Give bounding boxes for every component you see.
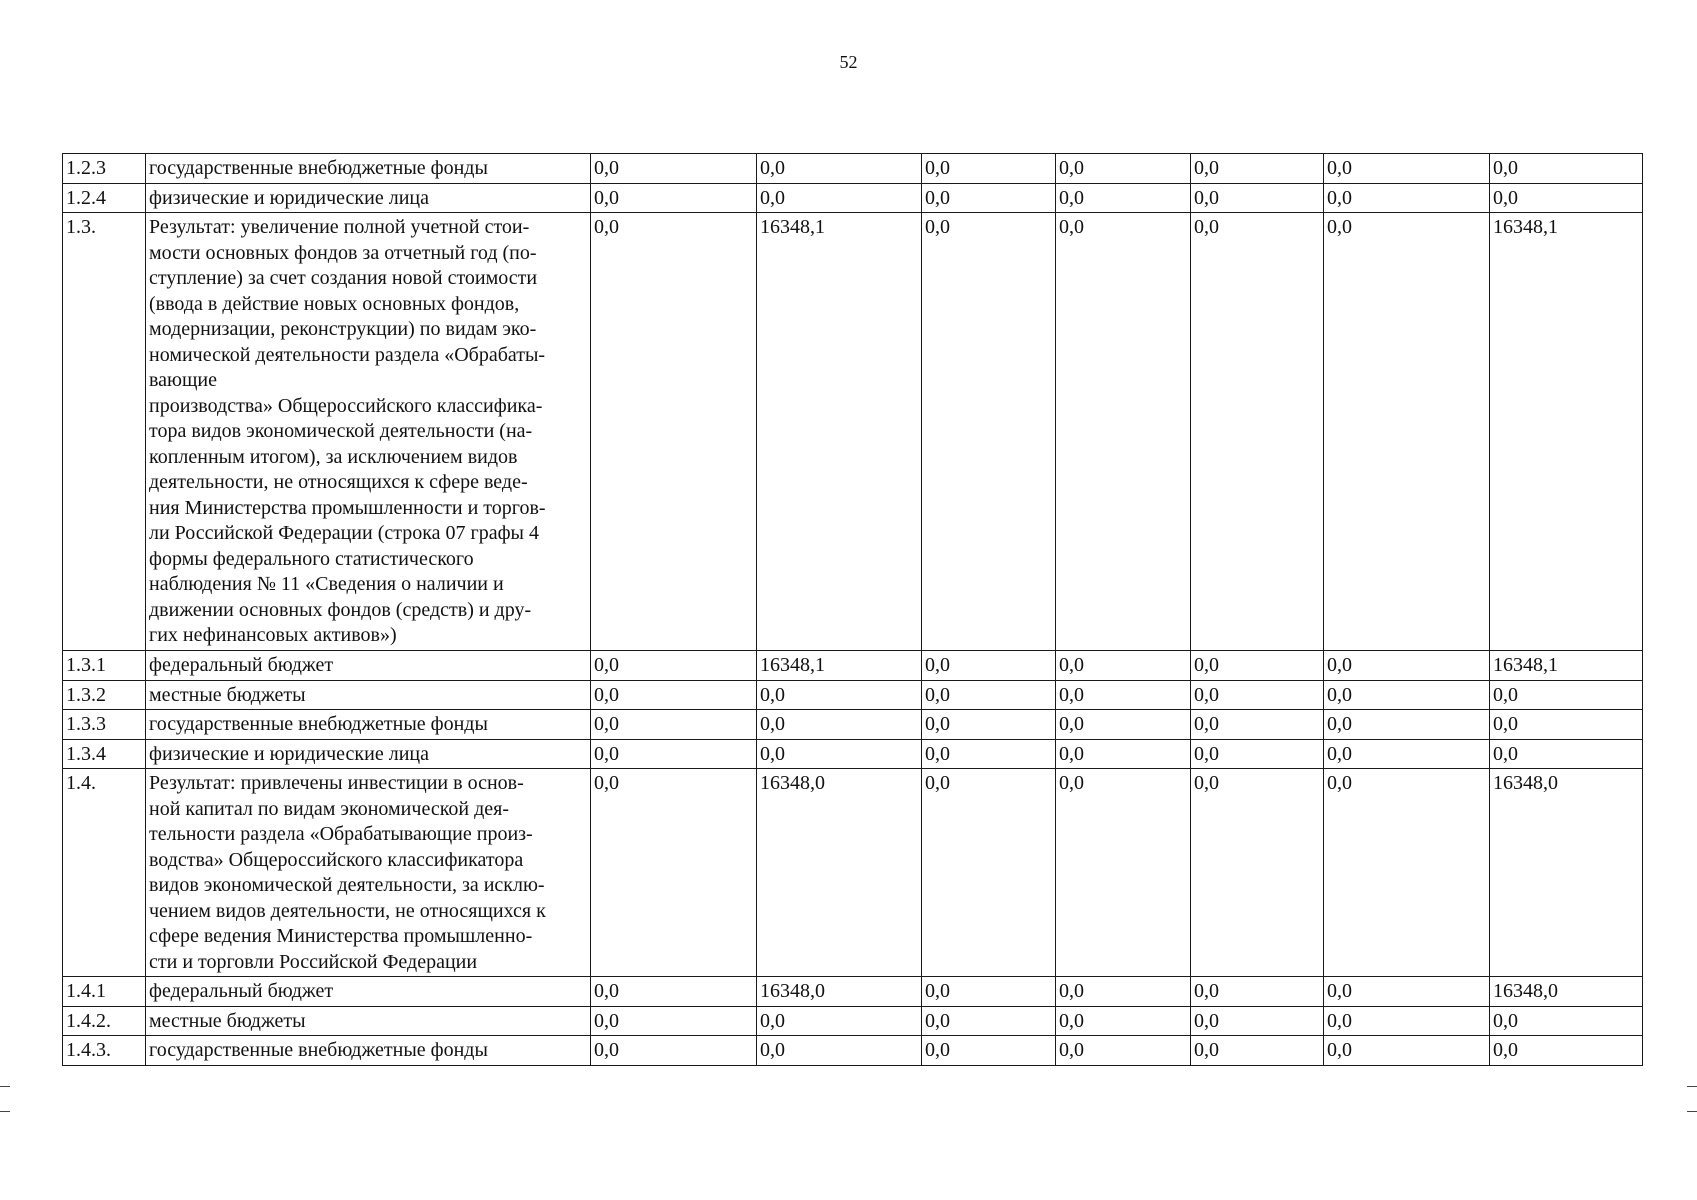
- value-cell: 16348,1: [757, 213, 922, 651]
- value-cell: 0,0: [757, 739, 922, 769]
- description-line: ния Министерства промышленности и торгов-: [149, 496, 546, 519]
- value-cell: 0,0: [922, 1006, 1056, 1036]
- value-cell: 0,0: [1191, 183, 1324, 213]
- value-cell: 0,0: [1324, 1036, 1490, 1066]
- value-cell: 16348,0: [1490, 977, 1643, 1007]
- value-cell: 0,0: [1324, 1006, 1490, 1036]
- value-cell: 0,0: [922, 977, 1056, 1007]
- description-line: Результат: увеличение полной учетной стои-: [149, 216, 530, 238]
- description-line: наблюдения № 11 «Сведения о наличии и: [149, 573, 504, 595]
- value-cell: 0,0: [591, 739, 757, 769]
- table-row: [63, 977, 1643, 1007]
- value-cell: 0,0: [1324, 183, 1490, 213]
- description-line: номической деятельности раздела «Обрабаты-: [149, 343, 546, 366]
- value-cell: 0,0: [922, 154, 1056, 184]
- description-line: ной капитал по видам экономической дея-: [149, 797, 510, 820]
- description-line: ли Российской Федерации (строка 07 графы 4: [149, 522, 539, 544]
- value-cell: 16348,0: [757, 769, 922, 977]
- value-cell: 0,0: [1490, 739, 1643, 769]
- table-row: [63, 739, 1643, 769]
- value-cell: 16348,0: [757, 977, 922, 1007]
- description-line: производства» Общероссийского классифика-: [149, 394, 543, 417]
- table-row: [63, 710, 1643, 740]
- description-line: деятельности, не относящихся к сфере веде-: [149, 471, 528, 493]
- budget-table-body: [63, 154, 1643, 1066]
- value-cell: 0,0: [591, 651, 757, 681]
- value-cell: 0,0: [1056, 710, 1191, 740]
- value-cell: 0,0: [591, 1006, 757, 1036]
- value-cell: 0,0: [1490, 710, 1643, 740]
- description-line: государственные внебюджетные фонды: [149, 157, 488, 179]
- row-description: [146, 213, 591, 651]
- value-cell: 0,0: [1056, 769, 1191, 977]
- value-cell: 0,0: [1191, 977, 1324, 1007]
- value-cell: 0,0: [1490, 154, 1643, 184]
- value-cell: 0,0: [1056, 1036, 1191, 1066]
- value-cell: 0,0: [1324, 769, 1490, 977]
- description-line: видов экономической деятельности, за исклю-: [149, 874, 545, 896]
- row-description: [146, 769, 591, 977]
- value-cell: 0,0: [591, 183, 757, 213]
- row-description: [146, 1006, 591, 1036]
- row-code: 1.4.3.: [63, 1036, 146, 1066]
- row-code: 1.4.2.: [63, 1006, 146, 1036]
- description-line: местные бюджеты: [149, 683, 306, 706]
- row-description: [146, 1036, 591, 1066]
- value-cell: 0,0: [1324, 739, 1490, 769]
- description-line: Результат: привлечены инвестиции в основ-: [149, 772, 524, 794]
- value-cell: 0,0: [757, 710, 922, 740]
- value-cell: 0,0: [591, 769, 757, 977]
- scan-edge-mark: [1687, 1086, 1697, 1087]
- value-cell: 0,0: [1324, 651, 1490, 681]
- value-cell: 0,0: [1056, 680, 1191, 710]
- description-line: местные бюджеты: [149, 1009, 306, 1032]
- description-line: тора видов экономической деятельности (на-: [149, 420, 533, 442]
- description-line: гих нефинансовых активов»): [149, 624, 397, 646]
- row-description: [146, 651, 591, 681]
- value-cell: 0,0: [591, 213, 757, 651]
- description-line: физические и юридические лица: [149, 186, 429, 209]
- value-cell: 0,0: [1056, 1006, 1191, 1036]
- value-cell: 0,0: [922, 213, 1056, 651]
- value-cell: 0,0: [1191, 1036, 1324, 1066]
- row-description: [146, 977, 591, 1007]
- value-cell: 0,0: [1056, 651, 1191, 681]
- scan-edge-mark: [1687, 1111, 1697, 1112]
- row-description: [146, 739, 591, 769]
- value-cell: 0,0: [591, 977, 757, 1007]
- table-row: [63, 154, 1643, 184]
- description-line: физические и юридические лица: [149, 742, 429, 765]
- value-cell: 0,0: [1056, 154, 1191, 184]
- description-line: сти и торговли Российской Федерации: [149, 950, 478, 973]
- row-code: 1.3.3: [63, 710, 146, 740]
- value-cell: 0,0: [1490, 680, 1643, 710]
- value-cell: 0,0: [1324, 213, 1490, 651]
- value-cell: 0,0: [922, 183, 1056, 213]
- value-cell: 0,0: [1324, 977, 1490, 1007]
- value-cell: 0,0: [591, 154, 757, 184]
- table-row: [63, 651, 1643, 681]
- value-cell: 0,0: [922, 651, 1056, 681]
- description-line: федеральный бюджет: [149, 980, 334, 1002]
- value-cell: 0,0: [757, 1006, 922, 1036]
- table-row: [63, 1006, 1643, 1036]
- value-cell: 0,0: [1191, 769, 1324, 977]
- row-description: [146, 183, 591, 213]
- row-code: 1.4.1: [63, 977, 146, 1007]
- budget-table: [62, 153, 1643, 1066]
- table-row: [63, 1036, 1643, 1066]
- value-cell: 16348,1: [1490, 213, 1643, 651]
- row-description: [146, 154, 591, 184]
- value-cell: 0,0: [922, 710, 1056, 740]
- value-cell: 0,0: [1490, 1036, 1643, 1066]
- table-row: [63, 680, 1643, 710]
- scan-edge-mark: [0, 1086, 10, 1087]
- value-cell: 0,0: [757, 1036, 922, 1066]
- description-line: ступление) за счет создания новой стоимости: [149, 267, 538, 289]
- value-cell: 0,0: [1490, 1006, 1643, 1036]
- value-cell: 0,0: [922, 739, 1056, 769]
- value-cell: 0,0: [1324, 680, 1490, 710]
- scan-edge-mark: [0, 1111, 10, 1112]
- value-cell: 0,0: [1324, 154, 1490, 184]
- description-line: тельности раздела «Обрабатывающие произ-: [149, 823, 533, 845]
- row-code: 1.3.1: [63, 651, 146, 681]
- description-line: сфере ведения Министерства промышленно-: [149, 925, 533, 947]
- value-cell: 0,0: [757, 154, 922, 184]
- page-number: 52: [839, 52, 858, 72]
- value-cell: 0,0: [922, 1036, 1056, 1066]
- value-cell: 0,0: [757, 680, 922, 710]
- description-line: (ввода в действие новых основных фондов,: [149, 292, 520, 315]
- value-cell: 0,0: [1191, 154, 1324, 184]
- table-row: [63, 183, 1643, 213]
- description-line: водства» Общероссийского классификатора: [149, 848, 524, 871]
- row-description: [146, 710, 591, 740]
- description-line: федеральный бюджет: [149, 654, 334, 676]
- value-cell: 0,0: [1191, 213, 1324, 651]
- description-line: государственные внебюджетные фонды: [149, 1039, 488, 1061]
- description-line: копленным итогом), за исключением видов: [149, 445, 518, 468]
- value-cell: 16348,1: [1490, 651, 1643, 681]
- value-cell: 0,0: [1056, 213, 1191, 651]
- value-cell: 16348,1: [757, 651, 922, 681]
- value-cell: 0,0: [922, 769, 1056, 977]
- description-line: вающие: [149, 369, 217, 391]
- value-cell: 0,0: [1056, 739, 1191, 769]
- value-cell: 0,0: [591, 680, 757, 710]
- value-cell: 0,0: [922, 680, 1056, 710]
- table-row: [63, 213, 1643, 651]
- row-description: [146, 680, 591, 710]
- value-cell: 0,0: [1490, 183, 1643, 213]
- value-cell: 0,0: [591, 1036, 757, 1066]
- value-cell: 0,0: [1191, 710, 1324, 740]
- value-cell: 0,0: [1056, 183, 1191, 213]
- value-cell: 0,0: [1191, 680, 1324, 710]
- row-code: 1.2.3: [63, 154, 146, 184]
- row-code: 1.3.2: [63, 680, 146, 710]
- description-line: модернизации, реконструкции) по видам эко-: [149, 318, 537, 340]
- description-line: формы федерального статистического: [149, 547, 474, 570]
- value-cell: 0,0: [1191, 651, 1324, 681]
- value-cell: 0,0: [591, 710, 757, 740]
- description-line: государственные внебюджетные фонды: [149, 713, 488, 735]
- value-cell: 0,0: [1191, 1006, 1324, 1036]
- row-code: 1.3.: [63, 213, 146, 651]
- row-code: 1.3.4: [63, 739, 146, 769]
- value-cell: 0,0: [1191, 739, 1324, 769]
- table-row: [63, 769, 1643, 977]
- description-line: чением видов деятельности, не относящихся к: [149, 899, 546, 922]
- row-code: 1.2.4: [63, 183, 146, 213]
- value-cell: 0,0: [1324, 710, 1490, 740]
- value-cell: 0,0: [1056, 977, 1191, 1007]
- description-line: движении основных фондов (средств) и дру-: [149, 598, 532, 621]
- description-line: мости основных фондов за отчетный год (по-: [149, 241, 537, 264]
- value-cell: 16348,0: [1490, 769, 1643, 977]
- value-cell: 0,0: [757, 183, 922, 213]
- row-code: 1.4.: [63, 769, 146, 977]
